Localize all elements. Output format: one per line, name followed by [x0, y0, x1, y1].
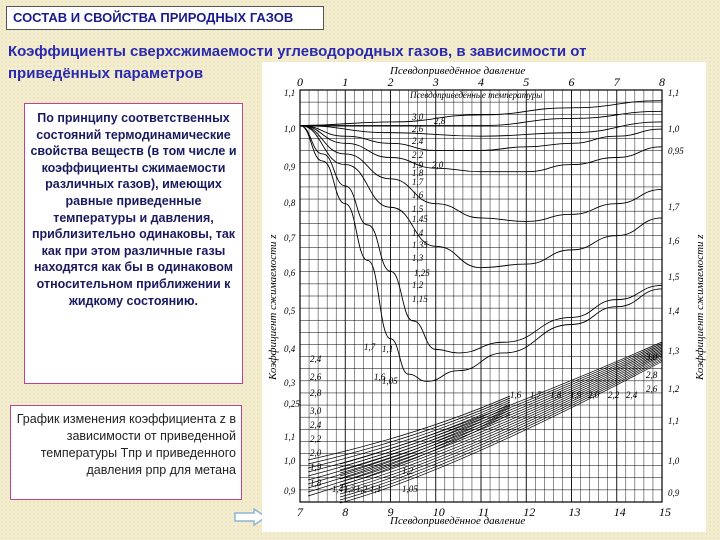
temperature-label: 2,4 [626, 390, 638, 400]
temperature-label: 1,05 [382, 376, 398, 386]
right-tick-label: 0,9 [668, 488, 680, 498]
bottom-tick-label: 7 [297, 505, 303, 519]
left-tick-label: 1,0 [284, 124, 296, 134]
top-tick-label: 4 [478, 75, 484, 89]
left-tick-label: 0,25 [284, 399, 300, 409]
principle-textbox: По принципу соответственных состояний термодинамические свойства веществ (в том числе и коэффициенты сжимаемости различных газов), имеющих равные приведенные температуры и давления, приблизительно одинаковы, так как при этом различные газы находятся как бы в одинаковом относительном приближении к жидкому состоянию. [24, 103, 243, 384]
temperature-label: 1,15 [412, 294, 428, 304]
bottom-tick-label: 12 [523, 505, 536, 519]
left-tick-label: 0,9 [284, 162, 296, 172]
top-tick-label: 0 [297, 75, 303, 89]
temperature-label: 3,0 [412, 112, 424, 122]
left-tick-label: 0,8 [284, 198, 296, 208]
temperature-label: 2,0 [310, 448, 322, 458]
bottom-tick-label: 8 [342, 505, 349, 519]
temperature-label: 1,9 [570, 390, 582, 400]
right-tick-label: 1,5 [668, 272, 680, 282]
left-axis-label: Коэффициент сжимаемости z [267, 234, 279, 380]
right-tick-label: 1,2 [668, 384, 680, 394]
temperature-label: 1,25 [414, 268, 430, 278]
top-tick-label: 8 [659, 75, 665, 89]
temperature-label: 3,0 [646, 352, 658, 362]
graph-caption-textbox: График изменения коэффициента z в зависимости от приведенной температуры Tпр и приведенного давления pпр для метана [10, 405, 242, 500]
temperature-label: 1,8 [412, 168, 424, 178]
temperature-label: 1,3 [344, 484, 356, 494]
temperature-label: 1,7 [412, 177, 424, 187]
temperature-label: 1,3 [412, 253, 424, 263]
temperature-label: 3,0 [310, 406, 322, 416]
temperature-label: 2,6 [646, 384, 658, 394]
right-tick-label: 1,0 [668, 456, 680, 466]
top-tick-label: 6 [568, 75, 575, 89]
temperature-label: 1,1 [370, 484, 382, 494]
temperature-label: 2,2 [310, 434, 322, 444]
right-tick-label: 1,3 [668, 346, 680, 356]
temperature-label: 1,35 [412, 240, 428, 250]
temperature-label: 1,05 [402, 484, 418, 494]
bottom-tick-label: 15 [659, 505, 671, 519]
temperature-label: 1,6 [374, 372, 386, 382]
bottom-tick-label: 14 [613, 505, 626, 519]
bottom-tick-label: 13 [568, 505, 581, 519]
temperature-label: 2,6 [310, 372, 322, 382]
temperature-label: 1,8 [550, 390, 562, 400]
temperature-label: 1,7 [530, 390, 542, 400]
temperature-label: 2,8 [646, 370, 658, 380]
left-tick-label: 1,1 [284, 432, 296, 442]
subtitle-line-1: Коэффициенты сверхсжимаемости углеводородных газов, в зависимости от [8, 43, 587, 60]
left-tick-label: 0,7 [284, 233, 296, 243]
slide-title: СОСТАВ И СВОЙСТВА ПРИРОДНЫХ ГАЗОВ [6, 6, 324, 30]
temperature-label: 1,2 [402, 466, 414, 476]
bottom-axis-title: Псевдоприведённое давление [390, 515, 526, 527]
temperature-label: 2,8 [434, 116, 446, 126]
temperature-label: 2,4 [310, 354, 322, 364]
chart-grid [300, 90, 662, 502]
right-tick-label: 0,95 [668, 146, 684, 156]
bottom-tick-label: 9 [387, 505, 394, 519]
temperature-label: 2,2 [608, 390, 620, 400]
left-tick-label: 0,6 [284, 268, 296, 278]
temperature-label: 1,4 [332, 484, 344, 494]
left-tick-label: 0,4 [284, 344, 296, 354]
temperature-label: 1,8 [310, 478, 322, 488]
temperature-label: 2,8 [310, 388, 322, 398]
left-tick-label: 1,0 [284, 456, 296, 466]
right-tick-label: 1,4 [668, 306, 680, 316]
right-tick-label: 1,7 [668, 202, 680, 212]
temperature-label: 1,9 [310, 462, 322, 472]
top-tick-label: 5 [523, 75, 530, 89]
temperature-label: 2,6 [412, 124, 424, 134]
temperature-label: 2,0 [432, 160, 444, 170]
temperature-label: 1,2 [412, 280, 424, 290]
temperature-label: 1,45 [412, 214, 428, 224]
right-tick-label: 1,1 [668, 416, 680, 426]
top-axis-title: Псевдоприведённое давление [390, 65, 526, 77]
temperature-label: 2,4 [412, 136, 424, 146]
temperature-label: 2,4 [310, 420, 322, 430]
top-tick-label: 2 [387, 75, 394, 89]
temperature-label: 1,6 [412, 190, 424, 200]
temperature-label: 1,9 [412, 160, 424, 170]
top-tick-label: 3 [432, 75, 439, 89]
temperature-label: 1,2 [356, 484, 368, 494]
top-tick-label: 7 [613, 75, 620, 89]
right-tick-label: 1,1 [668, 88, 680, 98]
left-tick-label: 0,5 [284, 306, 296, 316]
temperature-label: 1,7 [364, 342, 376, 352]
right-tick-label: 1,0 [668, 124, 680, 134]
temperature-label: 1,4 [412, 228, 424, 238]
temperature-label: 2,2 [412, 150, 424, 160]
bottom-tick-label: 11 [478, 505, 490, 519]
bottom-tick-label: 10 [432, 505, 445, 519]
top-tick-label: 1 [342, 75, 349, 89]
left-tick-label: 0,9 [284, 486, 296, 496]
temperature-label: 1,6 [510, 390, 522, 400]
compressibility-chart [262, 62, 706, 532]
temperature-label: 2,0 [588, 390, 600, 400]
temperature-label: 1,5 [412, 204, 424, 214]
temperature-label: 1,1 [382, 344, 394, 354]
right-tick-label: 1,6 [668, 236, 680, 246]
legend-title: Псевдоприведённые температуры [410, 90, 543, 100]
left-tick-label: 0,3 [284, 378, 296, 388]
left-tick-label: 1,1 [284, 88, 296, 98]
subtitle-line-2: приведённых параметров [8, 65, 204, 82]
right-axis-label: Коэффициент сжимаемости z [694, 234, 706, 380]
